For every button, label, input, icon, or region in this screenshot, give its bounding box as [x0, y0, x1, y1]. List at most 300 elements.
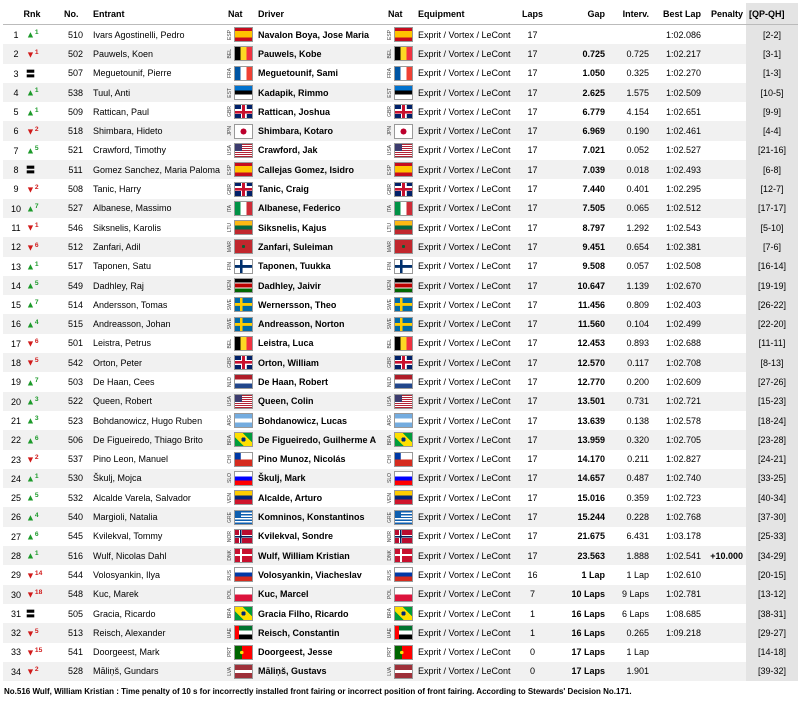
car-number: 523: [67, 415, 84, 426]
qp-qh: [34-29]: [746, 546, 798, 565]
arrow-up-icon: ▲: [26, 87, 35, 98]
car-number: 505: [67, 608, 84, 619]
header-best-lap: Best Lap: [652, 3, 704, 25]
position-change-value: 1: [34, 29, 39, 37]
position-change-value: 6: [34, 338, 39, 346]
interval: 0.487: [608, 469, 652, 488]
position-change-value: 6: [34, 531, 39, 539]
flag-icon: [394, 143, 413, 158]
equipment: Exprit / Vortex / LeCont: [415, 469, 515, 488]
flag-icon: [394, 355, 413, 370]
car-number: 542: [61, 353, 90, 372]
gap: 1 Lap: [581, 569, 605, 580]
nat-box: [387, 452, 413, 467]
laps: 17: [527, 222, 538, 233]
gap: 16 Laps: [571, 608, 605, 619]
nat-box: [227, 239, 253, 254]
table-row: [3, 372, 798, 391]
table-row: [3, 64, 798, 83]
gap: 12.453: [577, 338, 605, 349]
nat-box: [227, 452, 253, 467]
nat-code: ESP: [387, 164, 393, 175]
driver-name: Tanic, Craig: [258, 184, 309, 195]
driver-name: Shimbara, Kotaro: [255, 121, 385, 140]
best-lap: 1:02.827: [665, 454, 701, 465]
rank-cell: [3, 44, 61, 63]
qp-qh: [2-2]: [746, 25, 798, 45]
laps: 17: [515, 469, 550, 488]
entrant-nat-cell: [225, 507, 255, 526]
gap: 14.170: [577, 454, 605, 465]
nat-code: SWE: [387, 318, 393, 330]
rank-number: 29: [10, 570, 21, 581]
qp-qh: [5-10]: [746, 218, 798, 237]
entrant-name: Alcalde Varela, Salvador: [93, 492, 191, 503]
nat-code: FIN: [387, 262, 393, 271]
driver-name: Rattican, Joshua: [258, 106, 331, 117]
laps: 17: [515, 83, 550, 102]
nat-code: LVA: [387, 667, 393, 676]
qp-qh: [4-4]: [746, 121, 798, 140]
arrow-up-icon: ▲: [26, 473, 35, 484]
entrant-name: Kuc, Marek: [90, 585, 225, 604]
entrant-nat-cell: [225, 218, 255, 237]
entrant-name: Tanic, Harry: [93, 184, 142, 195]
best-lap: 1:02.493: [652, 160, 704, 179]
driver-name: Volosyankin, Viacheslav: [258, 569, 362, 580]
arrow-up-icon: ▲: [26, 512, 35, 523]
interval: 0.065: [608, 199, 652, 218]
driver-nat-cell: [385, 643, 415, 662]
laps: 17: [515, 237, 550, 256]
gap: 1.050: [582, 68, 605, 79]
laps: 17: [527, 145, 538, 156]
nat-box: [387, 85, 413, 100]
table-row: [3, 643, 798, 662]
nat-code: VEN: [227, 492, 233, 503]
driver-nat-cell: [385, 314, 415, 333]
equipment: Exprit / Vortex / LeCont: [418, 29, 511, 40]
gap: 16 Laps: [550, 623, 608, 642]
entrant-name: Volosyankin, Ilya: [93, 569, 161, 580]
flag-icon: [234, 529, 253, 544]
nat-box: [387, 336, 413, 351]
flag-icon: [234, 567, 253, 582]
nat-code: EST: [227, 87, 233, 98]
entrant-name: Māliņš, Gundars: [90, 662, 225, 681]
flag-icon: [234, 471, 253, 486]
nat-box: [387, 645, 413, 660]
position-change: [26, 184, 48, 195]
table-row: [3, 353, 798, 372]
penalty: [704, 372, 746, 391]
gap: 21.675: [577, 531, 605, 542]
flag-icon: [234, 490, 253, 505]
driver-nat-cell: [385, 430, 415, 449]
rank-cell: [3, 430, 61, 449]
header-penalty: Penalty: [704, 3, 746, 25]
rank-number: 9: [13, 184, 19, 195]
interval: 0.057: [626, 261, 649, 272]
laps: 17: [527, 106, 538, 117]
best-lap: 1:02.270: [665, 68, 701, 79]
rank-cell: [3, 179, 61, 198]
nat-box: [227, 182, 253, 197]
flag-icon: [394, 529, 413, 544]
entrant-nat-cell: [225, 411, 255, 430]
nat-code: ITA: [387, 204, 393, 213]
position-change: [26, 492, 48, 503]
table-row: [3, 450, 798, 469]
qp-qh: [40-34]: [746, 488, 798, 507]
gap: 10.647: [550, 276, 608, 295]
laps: 17: [527, 531, 538, 542]
penalty: [704, 257, 746, 276]
flag-icon: [394, 278, 413, 293]
driver-nat-cell: [385, 353, 415, 372]
driver-name: Gracia Filho, Ricardo: [258, 608, 349, 619]
penalty: [704, 102, 746, 121]
car-number: 548: [61, 585, 90, 604]
laps: 17: [515, 121, 550, 140]
nat-box: [387, 27, 413, 42]
rank-number: 33: [10, 647, 21, 658]
driver-nat-cell: [385, 295, 415, 314]
nat-box: [387, 182, 413, 197]
nat-code: NOR: [227, 530, 233, 542]
nat-code: BEL: [227, 49, 233, 59]
nat-code: BEL: [387, 338, 393, 349]
header-qp-qh: [QP-QH]: [746, 3, 798, 25]
equipment: Exprit / Vortex / LeCont: [415, 160, 515, 179]
interval: 0.190: [608, 121, 652, 140]
nat-box: [227, 66, 253, 81]
penalty: [704, 295, 746, 314]
flag-icon: [394, 104, 413, 119]
arrow-up-icon: ▲: [26, 261, 35, 272]
table-row: [3, 546, 798, 565]
driver-name: Pino Munoz, Nicolás: [258, 454, 346, 465]
laps: 17: [515, 199, 550, 218]
penalty: [704, 392, 746, 411]
arrow-up-icon: ▲: [26, 377, 35, 388]
position-change: [26, 377, 48, 388]
penalty: [704, 527, 746, 546]
arrow-up-icon: ▲: [26, 396, 35, 407]
entrant-name: Leistra, Petrus: [93, 338, 152, 349]
driver-nat-cell: [385, 334, 415, 353]
rank-number: 26: [10, 512, 21, 523]
footnote: No.516 Wulf, William Kristian : Time penalty of 10 s for incorrectly installed front fairing or incorrect position of front fairing. According to Stewards' Decision No.171.: [4, 687, 632, 696]
nat-code: GBR: [227, 357, 233, 369]
best-lap: [652, 662, 704, 681]
rank-cell: [3, 237, 61, 256]
nat-box: [227, 374, 253, 389]
nat-code: CHI: [387, 454, 393, 464]
gap: 14.657: [550, 469, 608, 488]
position-change: [26, 454, 48, 465]
entrant-nat-cell: [225, 392, 255, 411]
nat-code: FRA: [387, 68, 393, 79]
laps: 17: [527, 261, 538, 272]
penalty: [704, 411, 746, 430]
laps: 17: [527, 454, 538, 465]
rank-number: 19: [10, 377, 21, 388]
driver-nat-cell: [385, 372, 415, 391]
gap: 23.563: [550, 546, 608, 565]
entrant-name: Meguetounif, Pierre: [93, 68, 172, 79]
gap: 7.039: [550, 160, 608, 179]
position-change-value: 7: [34, 202, 39, 210]
arrow-up-icon: ▲: [26, 300, 35, 311]
nat-code: GBR: [227, 183, 233, 195]
nat-code: GRE: [227, 511, 233, 523]
penalty: [704, 276, 746, 295]
driver-name: Wulf, William Kristian: [255, 546, 385, 565]
rank-number: 16: [10, 319, 21, 330]
best-lap: 1:02.381: [652, 237, 704, 256]
entrant-name: Gracia, Ricardo: [93, 608, 156, 619]
driver-name: Albanese, Federico: [255, 199, 385, 218]
header-driver: Driver: [255, 3, 385, 25]
rank-cell: [3, 469, 61, 488]
laps: 0: [529, 647, 535, 658]
table-row: [3, 488, 798, 507]
gap: 15.016: [577, 492, 605, 503]
nat-code: GRE: [387, 511, 393, 523]
nat-box: [227, 278, 253, 293]
gap: 15.244: [550, 507, 608, 526]
header-row: [3, 3, 798, 25]
qp-qh: [22-20]: [746, 314, 798, 333]
flag-icon: [234, 336, 253, 351]
penalty: +10.000: [704, 546, 746, 565]
position-change: [26, 512, 48, 523]
nat-box: [227, 85, 253, 100]
header-equipment: Equipment: [415, 3, 515, 25]
table-row: [3, 430, 798, 449]
equipment: Exprit / Vortex / LeCont: [415, 314, 515, 333]
driver-nat-cell: [385, 411, 415, 430]
table-row: [3, 179, 798, 198]
position-change-value: 18: [34, 588, 43, 596]
equipment: Exprit / Vortex / LeCont: [415, 353, 515, 372]
driver-nat-cell: [385, 218, 415, 237]
entrant-nat-cell: [225, 604, 255, 623]
equipment: Exprit / Vortex / LeCont: [415, 585, 515, 604]
nat-box: [227, 567, 253, 582]
rank-number: 8: [13, 165, 19, 176]
rank-number: 21: [10, 415, 21, 426]
rank-cell: [3, 141, 61, 160]
nat-box: [227, 587, 253, 602]
position-change: [26, 570, 48, 581]
equipment: Exprit / Vortex / LeCont: [418, 531, 511, 542]
entrant-nat-cell: [225, 295, 255, 314]
rank-cell: [3, 507, 61, 526]
laps: 17: [515, 276, 550, 295]
driver-nat-cell: [385, 507, 415, 526]
driver-name: Doorgeest, Jesse: [258, 647, 333, 658]
rank-number: 32: [10, 628, 21, 639]
entrant-name: Bohdanowicz, Hugo Ruben: [93, 415, 203, 426]
penalty: [704, 25, 746, 45]
gap: 2.625: [550, 83, 608, 102]
nat-box: [227, 336, 253, 351]
nat-box: [387, 143, 413, 158]
nat-box: [387, 297, 413, 312]
nat-box: [227, 220, 253, 235]
best-lap: 1:02.499: [652, 314, 704, 333]
penalty: [704, 314, 746, 333]
rank-cell: [3, 450, 61, 469]
position-change: [26, 87, 48, 98]
table-row: [3, 83, 798, 102]
position-change: [26, 222, 48, 233]
position-change: [26, 163, 48, 176]
entrant-nat-cell: [225, 160, 255, 179]
equipment: Exprit / Vortex / LeCont: [418, 145, 511, 156]
position-change: [26, 415, 48, 426]
entrant-name: Margioli, Natalia: [90, 507, 225, 526]
nat-box: [387, 413, 413, 428]
qp-qh: [6-8]: [746, 160, 798, 179]
driver-name: Kuc, Marcel: [255, 585, 385, 604]
header-nat-driver: Nat: [385, 3, 415, 25]
entrant-name: De Haan, Cees: [93, 376, 155, 387]
equipment: Exprit / Vortex / LeCont: [418, 106, 511, 117]
driver-nat-cell: [385, 276, 415, 295]
best-lap: 1:02.670: [652, 276, 704, 295]
interval: 1.575: [608, 83, 652, 102]
laps: 0: [515, 662, 550, 681]
laps: 17: [515, 44, 550, 63]
car-number: 527: [61, 199, 90, 218]
nat-box: [227, 413, 253, 428]
entrant-name: Gomez Sanchez, Maria Paloma: [90, 160, 225, 179]
driver-name: Callejas Gomez, Isidro: [255, 160, 385, 179]
header-laps: Laps: [515, 3, 550, 25]
nat-code: GBR: [227, 106, 233, 118]
equipment: Exprit / Vortex / LeCont: [418, 415, 511, 426]
equipment: Exprit / Vortex / LeCont: [415, 199, 515, 218]
flag-icon: [394, 510, 413, 525]
entrant-nat-cell: [225, 527, 255, 546]
best-lap: 1:02.217: [652, 44, 704, 63]
penalty: [704, 430, 746, 449]
best-lap: 1:02.509: [652, 83, 704, 102]
driver-name: Leistra, Luca: [258, 338, 314, 349]
flag-icon: [394, 664, 413, 679]
nat-code: EST: [387, 87, 393, 98]
rank-number: 10: [10, 203, 21, 214]
driver-name: Komninos, Konstantinos: [255, 507, 385, 526]
driver-nat-cell: [385, 623, 415, 642]
penalty: [704, 604, 746, 623]
equipment: Exprit / Vortex / LeCont: [418, 299, 511, 310]
nat-box: [227, 394, 253, 409]
best-lap: [652, 643, 704, 662]
gap: 11.456: [577, 299, 605, 310]
driver-name: Dadhley, Jaivir: [255, 276, 385, 295]
results-body: [3, 25, 798, 682]
arrow-up-icon: ▲: [26, 107, 35, 118]
flag-icon: [234, 46, 253, 61]
qp-qh: [25-33]: [746, 527, 798, 546]
rank-cell: [3, 546, 61, 565]
arrow-down-icon: ▼: [26, 358, 35, 369]
entrant-nat-cell: [225, 199, 255, 218]
flag-icon: [394, 471, 413, 486]
flag-icon: [234, 317, 253, 332]
driver-name: Queen, Colin: [255, 392, 385, 411]
laps: 16: [527, 569, 538, 580]
nat-box: [227, 664, 253, 679]
penalty: [704, 585, 746, 604]
flag-icon: [234, 432, 253, 447]
interval: 0.104: [608, 314, 652, 333]
equipment: Exprit / Vortex / LeCont: [415, 237, 515, 256]
table-row: [3, 604, 798, 623]
position-change-value: 1: [34, 106, 39, 114]
car-number: 503: [67, 376, 84, 387]
qp-qh: [7-6]: [746, 237, 798, 256]
penalty: [704, 121, 746, 140]
nat-code: USA: [227, 145, 233, 156]
interval: 0.018: [608, 160, 652, 179]
table-row: [3, 565, 798, 584]
arrow-up-icon: ▲: [26, 203, 35, 214]
qp-qh: [14-18]: [746, 643, 798, 662]
arrow-up-icon: ▲: [26, 531, 35, 542]
qp-qh: [37-30]: [746, 507, 798, 526]
gap: [550, 25, 608, 45]
position-change: [26, 531, 48, 542]
nat-code: SLO: [227, 473, 233, 484]
entrant-name: Pauwels, Koen: [90, 44, 225, 63]
arrow-down-icon: ▼: [26, 628, 35, 639]
penalty: [704, 565, 746, 584]
nat-code: USA: [387, 396, 393, 407]
position-change-value: 7: [34, 299, 39, 307]
flag-icon: [394, 567, 413, 582]
laps: 17: [527, 338, 538, 349]
laps: 17: [527, 492, 538, 503]
best-lap: 1:02.508: [665, 261, 701, 272]
nat-box: [387, 278, 413, 293]
entrant-nat-cell: [225, 334, 255, 353]
best-lap: 1:02.610: [665, 569, 701, 580]
position-change-value: 15: [34, 646, 43, 654]
position-change-value: 1: [34, 550, 39, 558]
gap: 9.451: [550, 237, 608, 256]
nat-code: BRA: [387, 608, 393, 619]
nat-box: [387, 490, 413, 505]
position-change: [26, 628, 48, 639]
car-number: 509: [67, 106, 84, 117]
rank-cell: [3, 257, 61, 276]
car-number: 514: [67, 299, 84, 310]
driver-nat-cell: [385, 585, 415, 604]
rank-number: 14: [10, 280, 21, 291]
laps: 1: [529, 608, 535, 619]
driver-name: Orton, William: [255, 353, 385, 372]
nat-box: [387, 239, 413, 254]
gap: 13.501: [550, 392, 608, 411]
arrow-down-icon: ▼: [26, 454, 35, 465]
nat-code: RUS: [387, 569, 393, 581]
equipment: Exprit / Vortex / LeCont: [418, 454, 511, 465]
